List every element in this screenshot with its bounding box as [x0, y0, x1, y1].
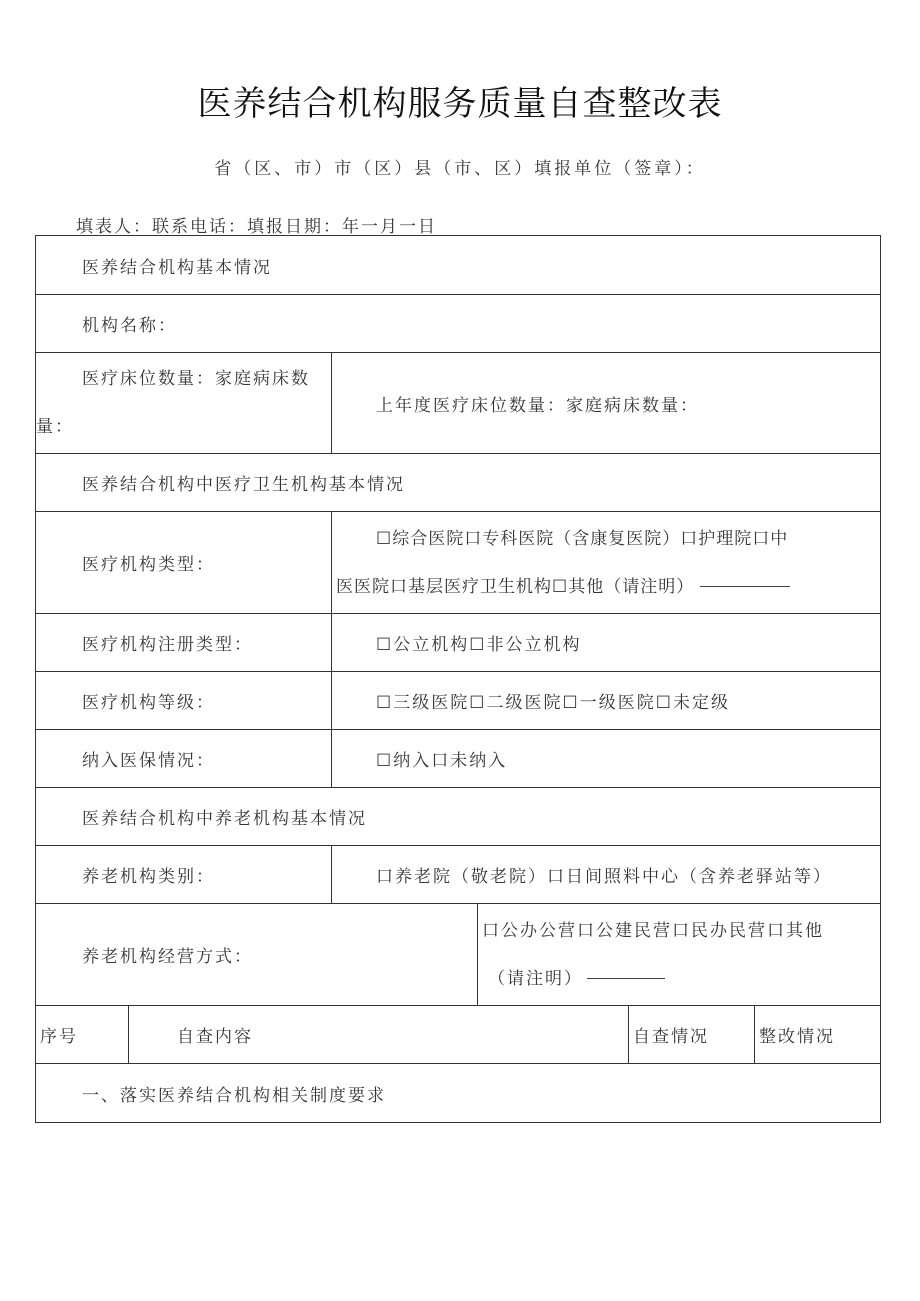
basic-info-heading: 医养结合机构基本情况 — [36, 236, 881, 295]
insurance-row — [36, 730, 881, 788]
operation-mode-options-line1: 口公办公营口公建民营口民办民营口其他 — [482, 920, 824, 941]
other-operation-blank[interactable] — [587, 978, 665, 979]
hospital-level-label: 医疗机构等级： — [36, 672, 332, 730]
operation-other-text: （请注明） — [488, 968, 583, 989]
medical-section-heading: 医养结合机构中医疗卫生机构基本情况 — [36, 454, 881, 512]
col-header-number: 序号 — [36, 1006, 129, 1064]
operation-mode-options-line2 — [482, 955, 880, 1003]
filler-info-line: 填表人：联系电话：填报日期：年一月一日 — [76, 217, 437, 237]
checklist-header-row — [36, 1006, 881, 1064]
basic-info-heading-row — [36, 236, 881, 295]
elderly-category-options[interactable]: 口养老院（敬老院）口日间照料中心（含养老驿站等） — [332, 846, 881, 904]
operation-mode-options[interactable] — [478, 904, 881, 1006]
elderly-section-heading: 医养结合机构中养老机构基本情况 — [36, 788, 881, 846]
insurance-label: 纳入医保情况： — [36, 730, 332, 788]
elderly-category-label: 养老机构类别： — [36, 846, 332, 904]
bed-count-field[interactable]: 医疗床位数量：家庭病床数量： — [36, 353, 332, 454]
medical-type-row — [36, 512, 881, 614]
checklist-section-1: 一、落实医养结合机构相关制度要求 — [36, 1064, 881, 1123]
medical-type-options-text: 医医院口基层医疗卫生机构☐其他（请注明） — [336, 576, 695, 597]
col-header-content: 自查内容 — [129, 1006, 629, 1064]
hospital-level-options[interactable]: ☐三级医院☐二级医院☐一级医院☐未定级 — [332, 672, 881, 730]
reporting-unit-line: 省（区、市）市（区）县（市、区）填报单位（签章）： — [214, 159, 706, 179]
checklist-section-row — [36, 1064, 881, 1123]
operation-mode-label: 养老机构经营方式： — [36, 904, 478, 1006]
bed-count-row — [36, 353, 881, 454]
elderly-category-row — [36, 846, 881, 904]
medical-type-options[interactable] — [332, 512, 881, 614]
institution-name-field[interactable]: 机构名称： — [36, 295, 881, 353]
page-title: 医养结合机构服务质量自查整改表 — [197, 84, 723, 124]
registration-type-row — [36, 614, 881, 672]
medical-type-label: 医疗机构类型： — [36, 512, 332, 614]
operation-mode-row — [36, 904, 881, 1006]
col-header-rectification: 整改情况 — [755, 1006, 881, 1064]
self-check-form-table — [35, 235, 881, 1123]
medical-heading-row — [36, 454, 881, 512]
registration-type-options[interactable]: ☐公立机构☐非公立机构 — [332, 614, 881, 672]
hospital-level-row — [36, 672, 881, 730]
last-year-bed-count-field[interactable]: 上年度医疗床位数量：家庭病床数量： — [332, 353, 881, 454]
other-type-blank[interactable] — [700, 586, 790, 587]
medical-type-options-line2 — [336, 563, 880, 611]
insurance-options[interactable]: ☐纳入口未纳入 — [332, 730, 881, 788]
elderly-heading-row — [36, 788, 881, 846]
registration-type-label: 医疗机构注册类型： — [36, 614, 332, 672]
institution-name-row — [36, 295, 881, 353]
medical-type-options-line1: ☐综合医院口专科医院（含康复医院）口护理院口中 — [376, 528, 789, 549]
col-header-self-check: 自查情况 — [629, 1006, 755, 1064]
